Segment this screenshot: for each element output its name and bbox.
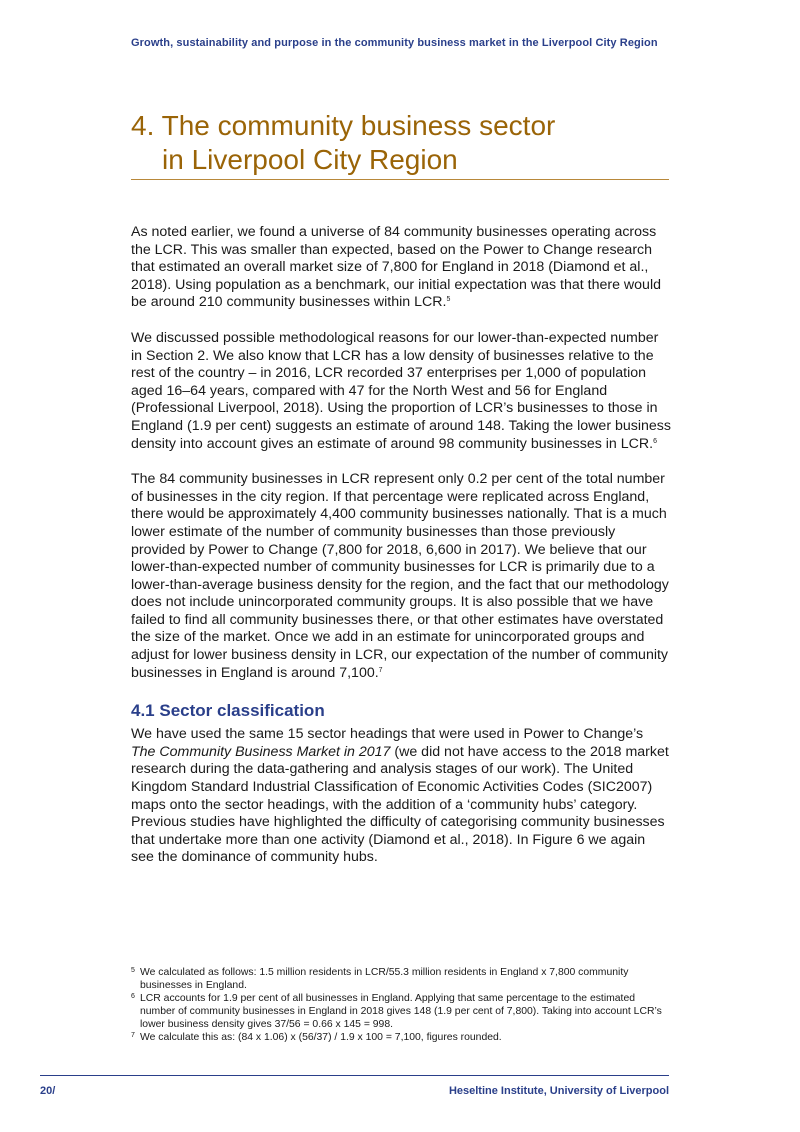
- footnote-text: We calculate this as: (84 x 1.06) x (56/37) / 1.9 x 100 = 7,100, figures rounded.: [140, 1032, 502, 1043]
- title-divider: [131, 179, 669, 180]
- footnote-ref[interactable]: 6: [653, 437, 657, 445]
- report-title-italic: The Community Business Market in 2017: [131, 743, 391, 760]
- footer-divider: [40, 1075, 669, 1076]
- footnotes: [131, 966, 671, 1044]
- footnote-number: 5: [131, 967, 135, 974]
- footnote-text: LCR accounts for 1.9 per cent of all businesses in England. Applying that same percentage to the estimated number of community businesses in England in 2018 gives 148 (1.9 per cent of 7,800). Taking into account LCR’s lower business density gives 37/56 = 0.66 x 145 = 998.: [140, 993, 662, 1030]
- paragraph: [131, 471, 671, 682]
- footnote: [131, 966, 671, 992]
- footnote-number: 6: [131, 993, 135, 1000]
- chapter-title-line2: in Liverpool City Region: [162, 144, 458, 175]
- footnote-number: 7: [131, 1032, 135, 1039]
- chapter-title-line1: 4. The community business sector: [131, 110, 556, 141]
- body-text: [131, 224, 671, 885]
- section-paragraph: [131, 726, 671, 867]
- paragraph-text: The 84 community businesses in LCR represent only 0.2 per cent of the total number of businesses in the city region. If that percentage were replicated across England, there would be approximately 4,400 community businesses nationally. That is a much lower estimate of the number of community businesses than those previously provided by Power to Change (7,800 for 2018, 6,600 in 2017). We believe that our lower-than-expected number of community businesses for LCR is primarily due to a lower-than-average business density for the region, and the fact that our methodology does not include unincorporated community groups. It is also possible that we have failed to find all community businesses there, or that other estimates have overstated the size of the market. Once we add in an estimate for unincorporated groups and adjust for lower business density in LCR, our expectation of the number of community businesses in England is around 7,100.: [131, 471, 669, 681]
- footnote-ref[interactable]: 5: [446, 296, 451, 304]
- chapter-title: [131, 109, 671, 177]
- footnote-text: We calculated as follows: 1.5 million residents in LCR/55.3 million residents in England x 7,800 community businesses in England.: [140, 967, 629, 991]
- section-paragraph-text-start: We have used the same 15 sector headings that were used in Power to Change’s: [131, 726, 644, 743]
- page-number: 20/: [40, 1085, 56, 1097]
- section-paragraph-text-end: (we did not have access to the 2018 market research during the data-gathering and analysis stages of our work). The United Kingdom Standard Industrial Classification of Economic Activities Codes (SIC2007) maps onto the sector headings, with the addition of a ‘community hubs’ category. Previous studies have highlighted the difficulty of categorising community businesses that undertake more than one activity (Diamond et al., 2018). In Figure 6 we again see the dominance of community hubs.: [131, 743, 669, 866]
- footnote: [131, 992, 671, 1031]
- section-heading: 4.1 Sector classification: [131, 701, 325, 721]
- paragraph-text: As noted earlier, we found a universe of 84 community businesses operating across the LCR. This was smaller than expected, based on the Power to Change research that estimated an overall market size of 7,800 for England in 2018 (Diamond et al., 2018). Using population as a benchmark, our initial expectation was that there would be around 210 community businesses within LCR.: [131, 224, 661, 311]
- paragraph: [131, 330, 671, 453]
- footnote: [131, 1031, 671, 1044]
- footer-institution: Heseltine Institute, University of Liverpool: [448, 1085, 669, 1097]
- paragraph: [131, 224, 671, 312]
- footnote-ref[interactable]: 7: [378, 666, 383, 674]
- paragraph-text: We discussed possible methodological reasons for our lower-than-expected number in Section 2. We also know that LCR has a low density of businesses relative to the rest of the country – in 2016, LCR recorded 37 enterprises per 1,000 of population aged 16–64 years, compared with 47 for the North West and 56 for England (Professional Liverpool, 2018). Using the proportion of LCR’s businesses to those in England (1.9 per cent) suggests an estimate of around 148. Taking the lower business density into account gives an estimate of around 98 community businesses in LCR.: [131, 329, 671, 452]
- running-header: Growth, sustainability and purpose in the community business market in the Liverpool City Region: [131, 37, 658, 49]
